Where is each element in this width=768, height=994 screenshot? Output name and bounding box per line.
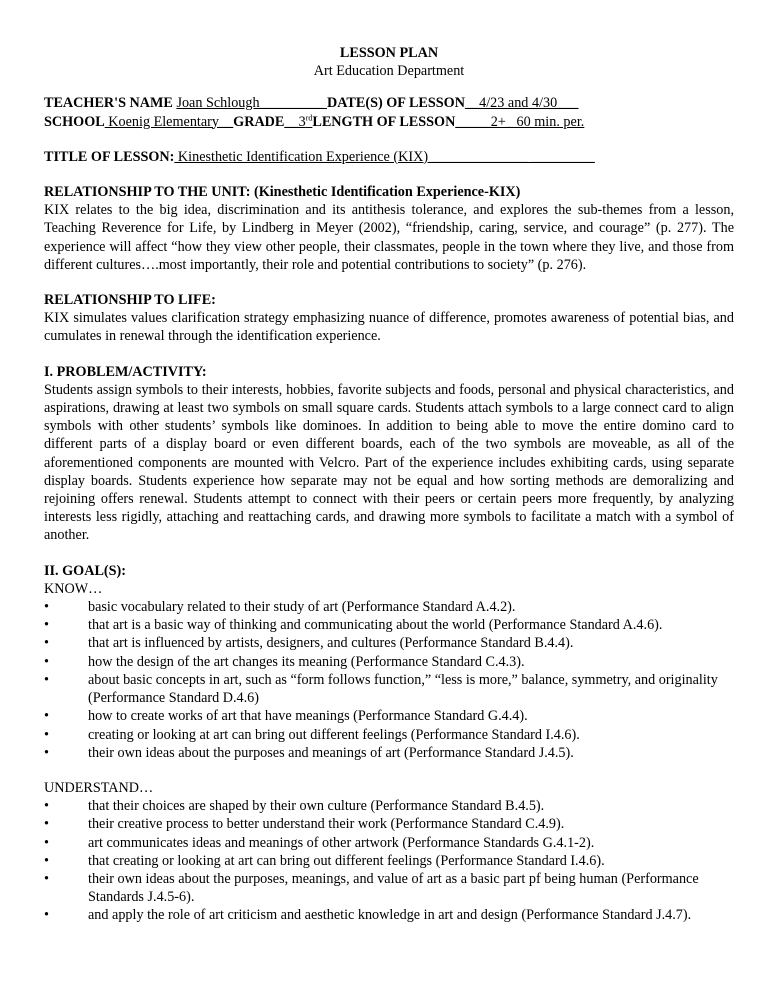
list-item: • their own ideas about the purposes, meanings, and value of art as a basic part pf being human (Performance Standards J.4.5-6).	[44, 870, 699, 906]
problem-heading: I. PROBLEM/ACTIVITY:	[44, 363, 207, 380]
length-value: _____2+_ 60 min. per.	[455, 113, 585, 130]
know-label: KNOW…	[44, 580, 103, 597]
relationship-life-heading: RELATIONSHIP TO LIFE:	[44, 292, 216, 309]
bullet-icon: •	[44, 635, 49, 652]
list-item: • art communicates ideas and meanings of other artwork (Performance Standards G.4.1-2).	[44, 834, 595, 851]
bullet-icon: •	[44, 599, 49, 616]
know-list	[44, 598, 734, 762]
bullet-icon: •	[44, 653, 49, 670]
grade-suffix: rd	[305, 112, 313, 122]
list-item: • basic vocabulary related to their study of art (Performance Standard A.4.2).	[44, 599, 516, 616]
list-item: • creating or looking at art can bring out different feelings (Performance Standard I.4.6).	[44, 726, 580, 743]
bullet-icon: •	[44, 870, 49, 887]
grade-label: GRADE	[233, 113, 285, 130]
list-item: • their own ideas about the purposes and meanings of art (Performance Standard J.4.5).	[44, 744, 574, 761]
teacher-line	[44, 94, 734, 112]
relationship-life-body: KIX simulates values clarification strategy emphasizing nuance of difference, promotes awareness of potential bias, and cumulates in renewal through the identification experience.	[44, 310, 734, 345]
title-of-lesson-label: TITLE OF LESSON:	[44, 148, 175, 165]
bullet-icon: •	[44, 617, 49, 634]
bullet-icon: •	[44, 798, 49, 815]
school-label: SCHOOL	[44, 113, 105, 130]
bullet-icon: •	[44, 852, 49, 869]
bullet-icon: •	[44, 726, 49, 743]
teacher-label: TEACHER'S NAME	[44, 95, 173, 112]
length-label: LENGTH OF LESSON	[312, 113, 456, 130]
list-item: • how to create works of art that have meanings (Performance Standard G.4.4).	[44, 708, 528, 725]
school-line	[44, 113, 734, 131]
list-item: • that creating or looking at art can bring out different feelings (Performance Standard I.4.6).	[44, 852, 605, 869]
grade-value: __3rd	[284, 112, 313, 130]
bullet-icon: •	[44, 907, 49, 924]
list-item: • that art is influenced by artists, designers, and cultures (Performance Standard B.4.4).	[44, 635, 574, 652]
relationship-unit-body: KIX relates to the big idea, discrimination and its antithesis tolerance, and explores the sub-themes from a lesson, Teaching Reverence for Life, by Lindberg in Meyer (2002), “friendship, caring, service, and courage” (p. 277). The experience will affect “how they view other people, their classmates, people in the town where they live, and those from different cultures….most importantly, their role and potential contributions to society” (p. 276).	[44, 202, 734, 273]
bullet-icon: •	[44, 708, 49, 725]
bullet-icon: •	[44, 816, 49, 833]
relationship-unit-heading: RELATIONSHIP TO THE UNIT: (Kinesthetic Identification Experience-KIX)	[44, 184, 521, 201]
title-of-lesson-line	[44, 148, 734, 166]
doc-title: LESSON PLAN	[339, 45, 439, 61]
list-item: • how the design of the art changes its meaning (Performance Standard C.4.3).	[44, 653, 525, 670]
date-value: __4/23 and 4/30___	[464, 95, 579, 112]
understand-list	[44, 797, 734, 924]
list-item: • and apply the role of art criticism and aesthetic knowledge in art and design (Performance Standard J.4.7).	[44, 907, 692, 924]
school-value: Koenig Elementary__	[104, 113, 234, 130]
doc-department: Art Education Department	[313, 63, 465, 80]
teacher-value: Joan Schlough_________	[176, 95, 327, 112]
bullet-icon: •	[44, 744, 49, 761]
date-label: DATE(S) OF LESSON	[326, 95, 465, 112]
problem-body: Students assign symbols to their interests, hobbies, favorite subjects and foods, personal and physical characteristics, and aspirations, drawing at least two symbols on small square cards. Students attach symbols to a large connect card to align symbols with other students’ symbols like dominoes. In addition to being able to move the entire domino card to different parts of a display board or even different boards, each of the two symbols are moveable, as all of the aforementioned components are mounted with Velcro. Part of the experience includes exhibiting cards, using separate display boards. Students experience how separate may not be equal and how sorting methods are demoralizing and rejoining offers renewal. Students attempt to connect with their peers or certain peers more frequently, by analyzing interests less rigidly, attaching and reattaching cards, and drawing more symbols to facilitate a match with a symbol of another.	[44, 381, 734, 544]
list-item: • their creative process to better understand their work (Performance Standard C.4.9).	[44, 816, 565, 833]
title-of-lesson-value: Kinesthetic Identification Experience (KIX)______________ _________	[174, 148, 595, 165]
lesson-plan-page	[44, 44, 734, 925]
list-item: • about basic concepts in art, such as “form follows function,” “less is more,” balance, symmetry, and originality (Performance Standard D.4.6)	[44, 671, 718, 707]
list-item: • that their choices are shaped by their own culture (Performance Standard B.4.5).	[44, 798, 545, 815]
goals-heading: II. GOAL(S):	[44, 562, 126, 579]
bullet-icon: •	[44, 834, 49, 851]
list-item: • that art is a basic way of thinking and communicating about the world (Performance Standard A.4.6).	[44, 617, 663, 634]
bullet-icon: •	[44, 671, 49, 688]
understand-label: UNDERSTAND…	[44, 779, 154, 796]
